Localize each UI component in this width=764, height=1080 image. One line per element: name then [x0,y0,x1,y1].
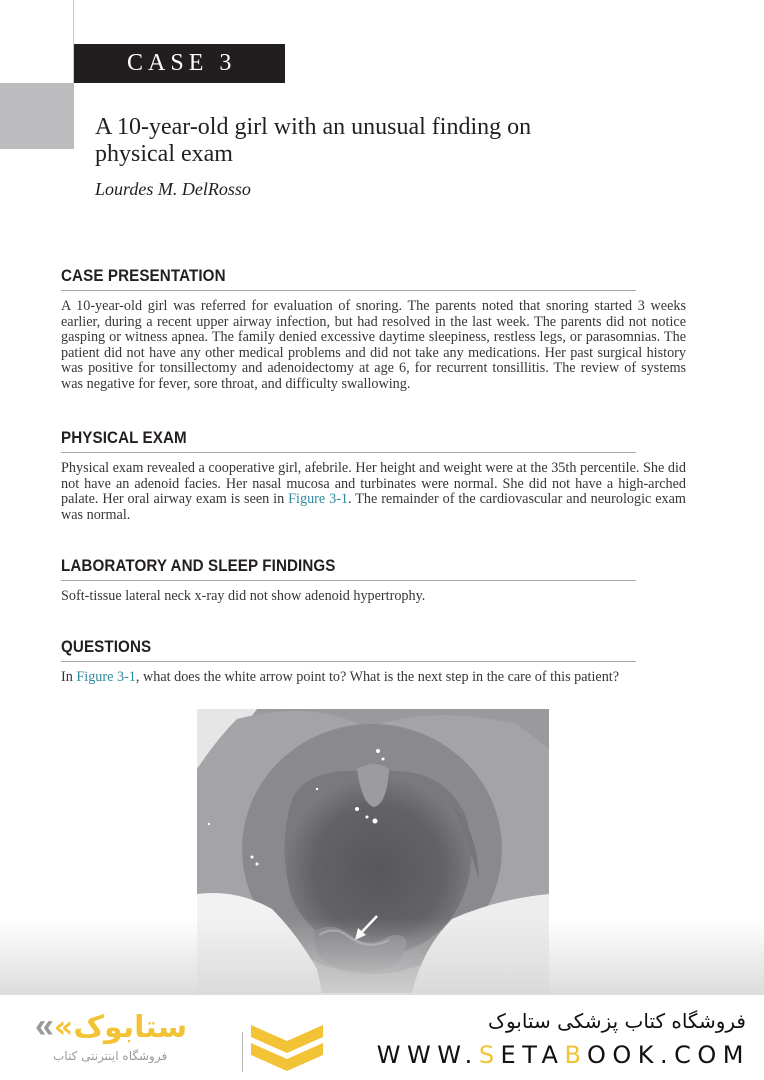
paragraph-text: Physical exam revealed a cooperative girl, afebrile. Her height and weight were at the 35th percentile. She did not have an adenoid facies. Her nasal mucosa and turbinates were normal. She did not have a high-arched palate. Her oral airway exam is seen in [61,460,686,508]
section-paragraph [61,670,686,686]
url-text: OOK.COM [586,1041,750,1069]
chapter-title-line1: A 10-year-old girl with an unusual finding on [95,114,532,140]
section-heading: LABORATORY AND SLEEP FINDINGS [61,556,636,581]
case-label: CASE 3 [127,50,237,76]
chapter-title [95,114,575,168]
url-text: ETA [500,1041,565,1069]
setabook-logo[interactable] [35,1005,295,1075]
case-label-bar [74,44,285,83]
section-heading: PHYSICAL EXAM [61,428,636,453]
store-title: فروشگاه کتاب پزشکی ستابوک [488,1009,746,1033]
chevron-logo-icon [251,1025,323,1075]
url-highlight: B [564,1041,587,1069]
logo-wordmark: ««ستابوک [35,1007,188,1045]
section-paragraph: A 10-year-old girl was referred for evaluation of snoring. The parents noted that snoring started 3 weeks earlier, during a recent upper airway infection, but had resolved in the last week. The parents did not notice gasping or witness apnea. The family denied excessive daytime sleepiness, restless legs, or parasomnias. The patient did not have any other medical problems and did not take any medications. Her past surgical history was positive for tonsillectomy and adenoidectomy at age 6, for recurrent tonsillitis. The review of systems was negative for fever, sore throat, and difficulty swallowing. [61,298,686,392]
section-paragraph: Soft-tissue lateral neck x-ray did not show adenoid hypertrophy. [61,588,426,604]
logo-subtitle: فروشگاه اینترنتی کتاب [53,1049,168,1063]
section-heading: QUESTIONS [61,637,636,662]
paragraph-text: In [61,669,77,685]
section-questions [61,637,686,686]
figure-link[interactable]: Figure 3-1 [288,491,349,508]
logo-divider [242,1032,243,1072]
decorative-gray-block [0,83,74,149]
section-lab-findings [61,556,686,605]
paragraph-text: . The remainder of the cardiovascular and neurologic exam was normal. [61,491,686,523]
bottom-fade-overlay [0,918,764,995]
author-name: Lourdes M. DelRosso [95,179,251,199]
section-physical-exam [61,428,686,523]
url-text: WWW. [376,1041,479,1069]
watermark-banner [0,995,764,1080]
url-highlight: S [478,1041,501,1069]
figure-link[interactable]: Figure 3-1 [76,669,136,685]
section-case-presentation [61,266,686,393]
paragraph-text: , what does the white arrow point to? What is the next step in the care of this patient? [135,669,620,685]
store-url[interactable] [377,1041,750,1069]
section-heading: CASE PRESENTATION [61,266,636,291]
section-paragraph [61,461,686,523]
chapter-title-line2: physical exam [95,141,233,167]
